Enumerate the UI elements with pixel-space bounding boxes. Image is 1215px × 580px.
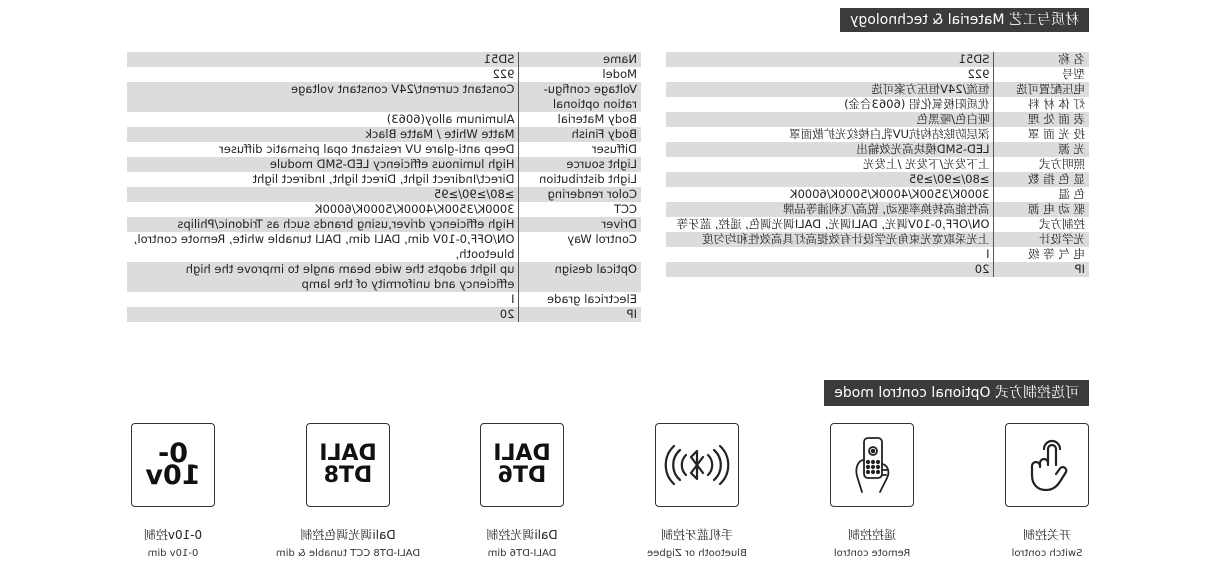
zero-ten-volt-icon: 0-10v: [145, 438, 201, 491]
spec-value: 20: [666, 262, 994, 277]
spec-label: 光学设计: [994, 232, 1089, 247]
spec-value: ≥80/≥90/≥95: [127, 187, 519, 202]
spec-value: I: [127, 292, 519, 307]
spec-row: [666, 157, 1089, 172]
spec-label: 控制方式: [994, 217, 1089, 232]
spec-value: Deep anti-glare UV resistant opal prismatic diffuser: [127, 142, 519, 157]
dali-dt8-caption: Dali调光调色控制 DALI-DT8 CCT tunable & dim: [275, 528, 421, 559]
spec-label: Optical design: [519, 262, 641, 292]
spec-row: [127, 142, 641, 157]
spec-value: 上光采取宽光束角光学设计有效提高灯具高效性和均匀度: [666, 232, 994, 247]
switch-control-caption: 开关控制 Switch control: [1011, 528, 1083, 559]
spec-label: Electrical grade: [519, 292, 641, 307]
spec-row: [127, 82, 641, 112]
remote-hand-icon: [844, 434, 900, 496]
spec-value: 3000K/3500K/4000K/5000K/6000K: [666, 187, 994, 202]
dali-dt8-icon: DALI DT8: [319, 441, 377, 488]
spec-label: 电压配置可选: [994, 82, 1089, 97]
spec-label: 光 源: [994, 142, 1089, 157]
spec-row: [127, 292, 641, 307]
material-technology-header: 材质与工艺 Material & technology: [840, 8, 1089, 32]
spec-row: [666, 97, 1089, 112]
spec-value: Aluminum alloy(6063): [127, 112, 519, 127]
hand-tap-icon: [1022, 437, 1072, 493]
spec-value: High luminous efficiency LED-SMD module: [127, 157, 519, 172]
spec-label: Driver: [519, 217, 641, 232]
spec-row: [127, 262, 641, 292]
spec-row: [127, 67, 641, 82]
spec-label: Control Way: [519, 232, 641, 262]
spec-value: Matte White / Matte Black: [127, 127, 519, 142]
spec-value: 恒流/24V恒压方案可选: [666, 82, 994, 97]
spec-value: 哑白色/哑黑色: [666, 112, 994, 127]
spec-label: Diffuser: [519, 142, 641, 157]
spec-row: [666, 172, 1089, 187]
spec-value: Direct/Indirect light, Direct light, Indirect light: [127, 172, 519, 187]
spec-value: 20: [127, 307, 519, 322]
spec-value: SD51: [127, 52, 519, 67]
spec-label: Voltage configu-ration optional: [519, 82, 641, 112]
remote-control-caption: 遥控控制 Remote control: [833, 528, 911, 559]
bluetooth-control-card: [655, 423, 739, 507]
zero-ten-volt-card: [131, 423, 215, 507]
spec-row: [127, 157, 641, 172]
spec-label: 显 色 指 数: [994, 172, 1089, 187]
spec-label: Name: [519, 52, 641, 67]
spec-value: up light adopts the wide beam angle to improve the high efficiency and uniformity of the lamp: [127, 262, 519, 292]
spec-row: [666, 262, 1089, 277]
spec-label: IP: [994, 262, 1089, 277]
switch-control-card: [1005, 423, 1089, 507]
spec-label: 投 光 面 罩: [994, 127, 1089, 142]
spec-row: [666, 187, 1089, 202]
spec-label: 表 面 处 理: [994, 112, 1089, 127]
spec-value: ON/OFF,0-10V调光, DALI调光, DALI调光调色, 遥控, 蓝牙等: [666, 217, 994, 232]
spec-label: Model: [519, 67, 641, 82]
spec-label: 电 气 等 级: [994, 247, 1089, 262]
spec-row: [127, 112, 641, 127]
spec-row: [666, 52, 1089, 67]
bluetooth-control-caption: 手机蓝牙控制 Bluetooth or Zigbee: [647, 528, 747, 559]
spec-table-english: [127, 52, 641, 322]
spec-label: 型号: [994, 67, 1089, 82]
spec-label: 驱 动 电 源: [994, 202, 1089, 217]
spec-value: LED-SMD模块高光效输出: [666, 142, 994, 157]
spec-label: 照明方式: [994, 157, 1089, 172]
spec-label: IP: [519, 307, 641, 322]
spec-label: Color rendering: [519, 187, 641, 202]
dali-dt6-card: [480, 423, 564, 507]
spec-value: ≥80/≥90/≥95: [666, 172, 994, 187]
spec-table-chinese: [666, 52, 1089, 277]
spec-row: [666, 82, 1089, 97]
spec-value: SD51: [666, 52, 994, 67]
spec-value: 922: [127, 67, 519, 82]
spec-row: [127, 52, 641, 67]
bluetooth-icon: [663, 443, 731, 487]
spec-row: [666, 67, 1089, 82]
spec-label: Light distribution: [519, 172, 641, 187]
dali-dt6-icon: DALI DT6: [493, 441, 551, 488]
spec-row: [666, 247, 1089, 262]
spec-row: [127, 307, 641, 322]
spec-label: 名 称: [994, 52, 1089, 67]
spec-value: High efficiency driver,using brands such as Tridonic/Philips: [127, 217, 519, 232]
spec-value: 922: [666, 67, 994, 82]
spec-label: 灯 体 材 料: [994, 97, 1089, 112]
spec-row: [127, 172, 641, 187]
spec-row: [666, 112, 1089, 127]
spec-label: Light source: [519, 157, 641, 172]
spec-value: I: [666, 247, 994, 262]
remote-control-card: [830, 423, 914, 507]
spec-row: [127, 202, 641, 217]
zero-ten-volt-caption: 0-10v控制 0-10v dim: [143, 528, 203, 559]
spec-row: [666, 127, 1089, 142]
spec-value: ON/OFF,0-10V dim, DALI dim, DALI tunable white, Remote control, bluetooth,: [127, 232, 519, 262]
spec-row: [666, 217, 1089, 232]
spec-row: [127, 127, 641, 142]
spec-row: [127, 217, 641, 232]
spec-row: [127, 187, 641, 202]
spec-value: 3000K/3500K/4000K/5000K/6000K: [127, 202, 519, 217]
spec-value: 高性能高转换率驱动, 锐高/飞利浦等品牌: [666, 202, 994, 217]
dali-dt6-caption: Dali调光控制 DALI-DT6 dim: [486, 528, 558, 559]
spec-value: 深层防眩结构抗UV乳白棱纹光扩散面罩: [666, 127, 994, 142]
spec-label: 色 温: [994, 187, 1089, 202]
spec-value: 上下发光/下发光 /上发光: [666, 157, 994, 172]
spec-label: Body Finish: [519, 127, 641, 142]
spec-label: CCT: [519, 202, 641, 217]
spec-row: [666, 202, 1089, 217]
dali-dt8-card: [306, 423, 390, 507]
control-mode-header: 可选控制方式 Optional control mode: [824, 380, 1089, 406]
spec-row: [666, 232, 1089, 247]
spec-label: Body Material: [519, 112, 641, 127]
spec-row: [127, 232, 641, 262]
spec-value: 优质阳极氧化铝 (6063合金): [666, 97, 994, 112]
spec-value: Constant current/24V constant voltage: [127, 82, 519, 112]
spec-row: [666, 142, 1089, 157]
